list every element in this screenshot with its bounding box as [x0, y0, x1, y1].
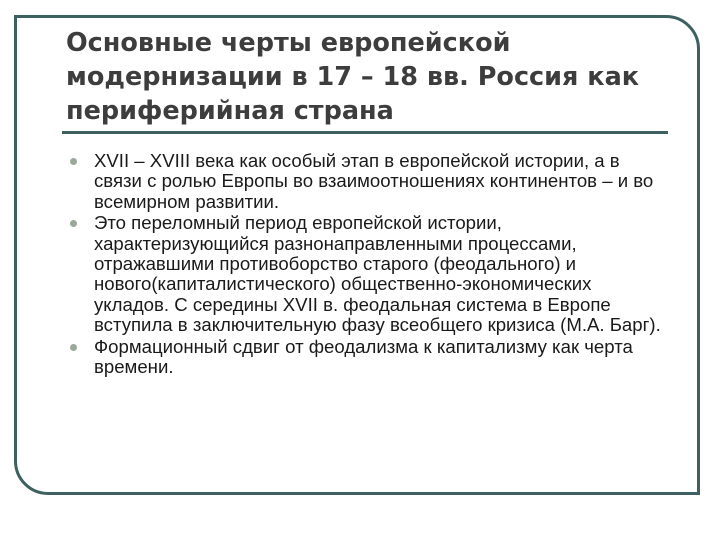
bullet-item	[66, 213, 666, 335]
slide-title: Основные черты европейской модернизации в 17 – 18 вв. Россия как периферийная страна	[66, 28, 640, 126]
bullet-dot-icon	[70, 158, 77, 165]
title-divider	[62, 131, 668, 134]
bullet-text: Это переломный период европейской истории, характеризующийся разнонаправленными процессами, отражавшими противоборство старого (феодального) и нового(капиталистического) общественно-экономических укладов. С середины XVII в. феодальная система в Европе вступила в заключительную фазу всеобщего кризиса (М.А. Барг).	[94, 212, 661, 336]
bullet-text: Формационный сдвиг от феодализма к капитализму как черта времени.	[94, 335, 633, 378]
bullet-item	[66, 151, 666, 212]
bullet-dot-icon	[70, 220, 77, 227]
bullet-item	[66, 337, 666, 378]
bullet-list	[66, 151, 666, 378]
bullet-text: XVII – XVIII века как особый этап в европейской истории, а в связи с ролью Европы во взаимоотношениях континентов – и во всемирном развитии.	[94, 150, 654, 212]
bullet-dot-icon	[70, 344, 77, 351]
